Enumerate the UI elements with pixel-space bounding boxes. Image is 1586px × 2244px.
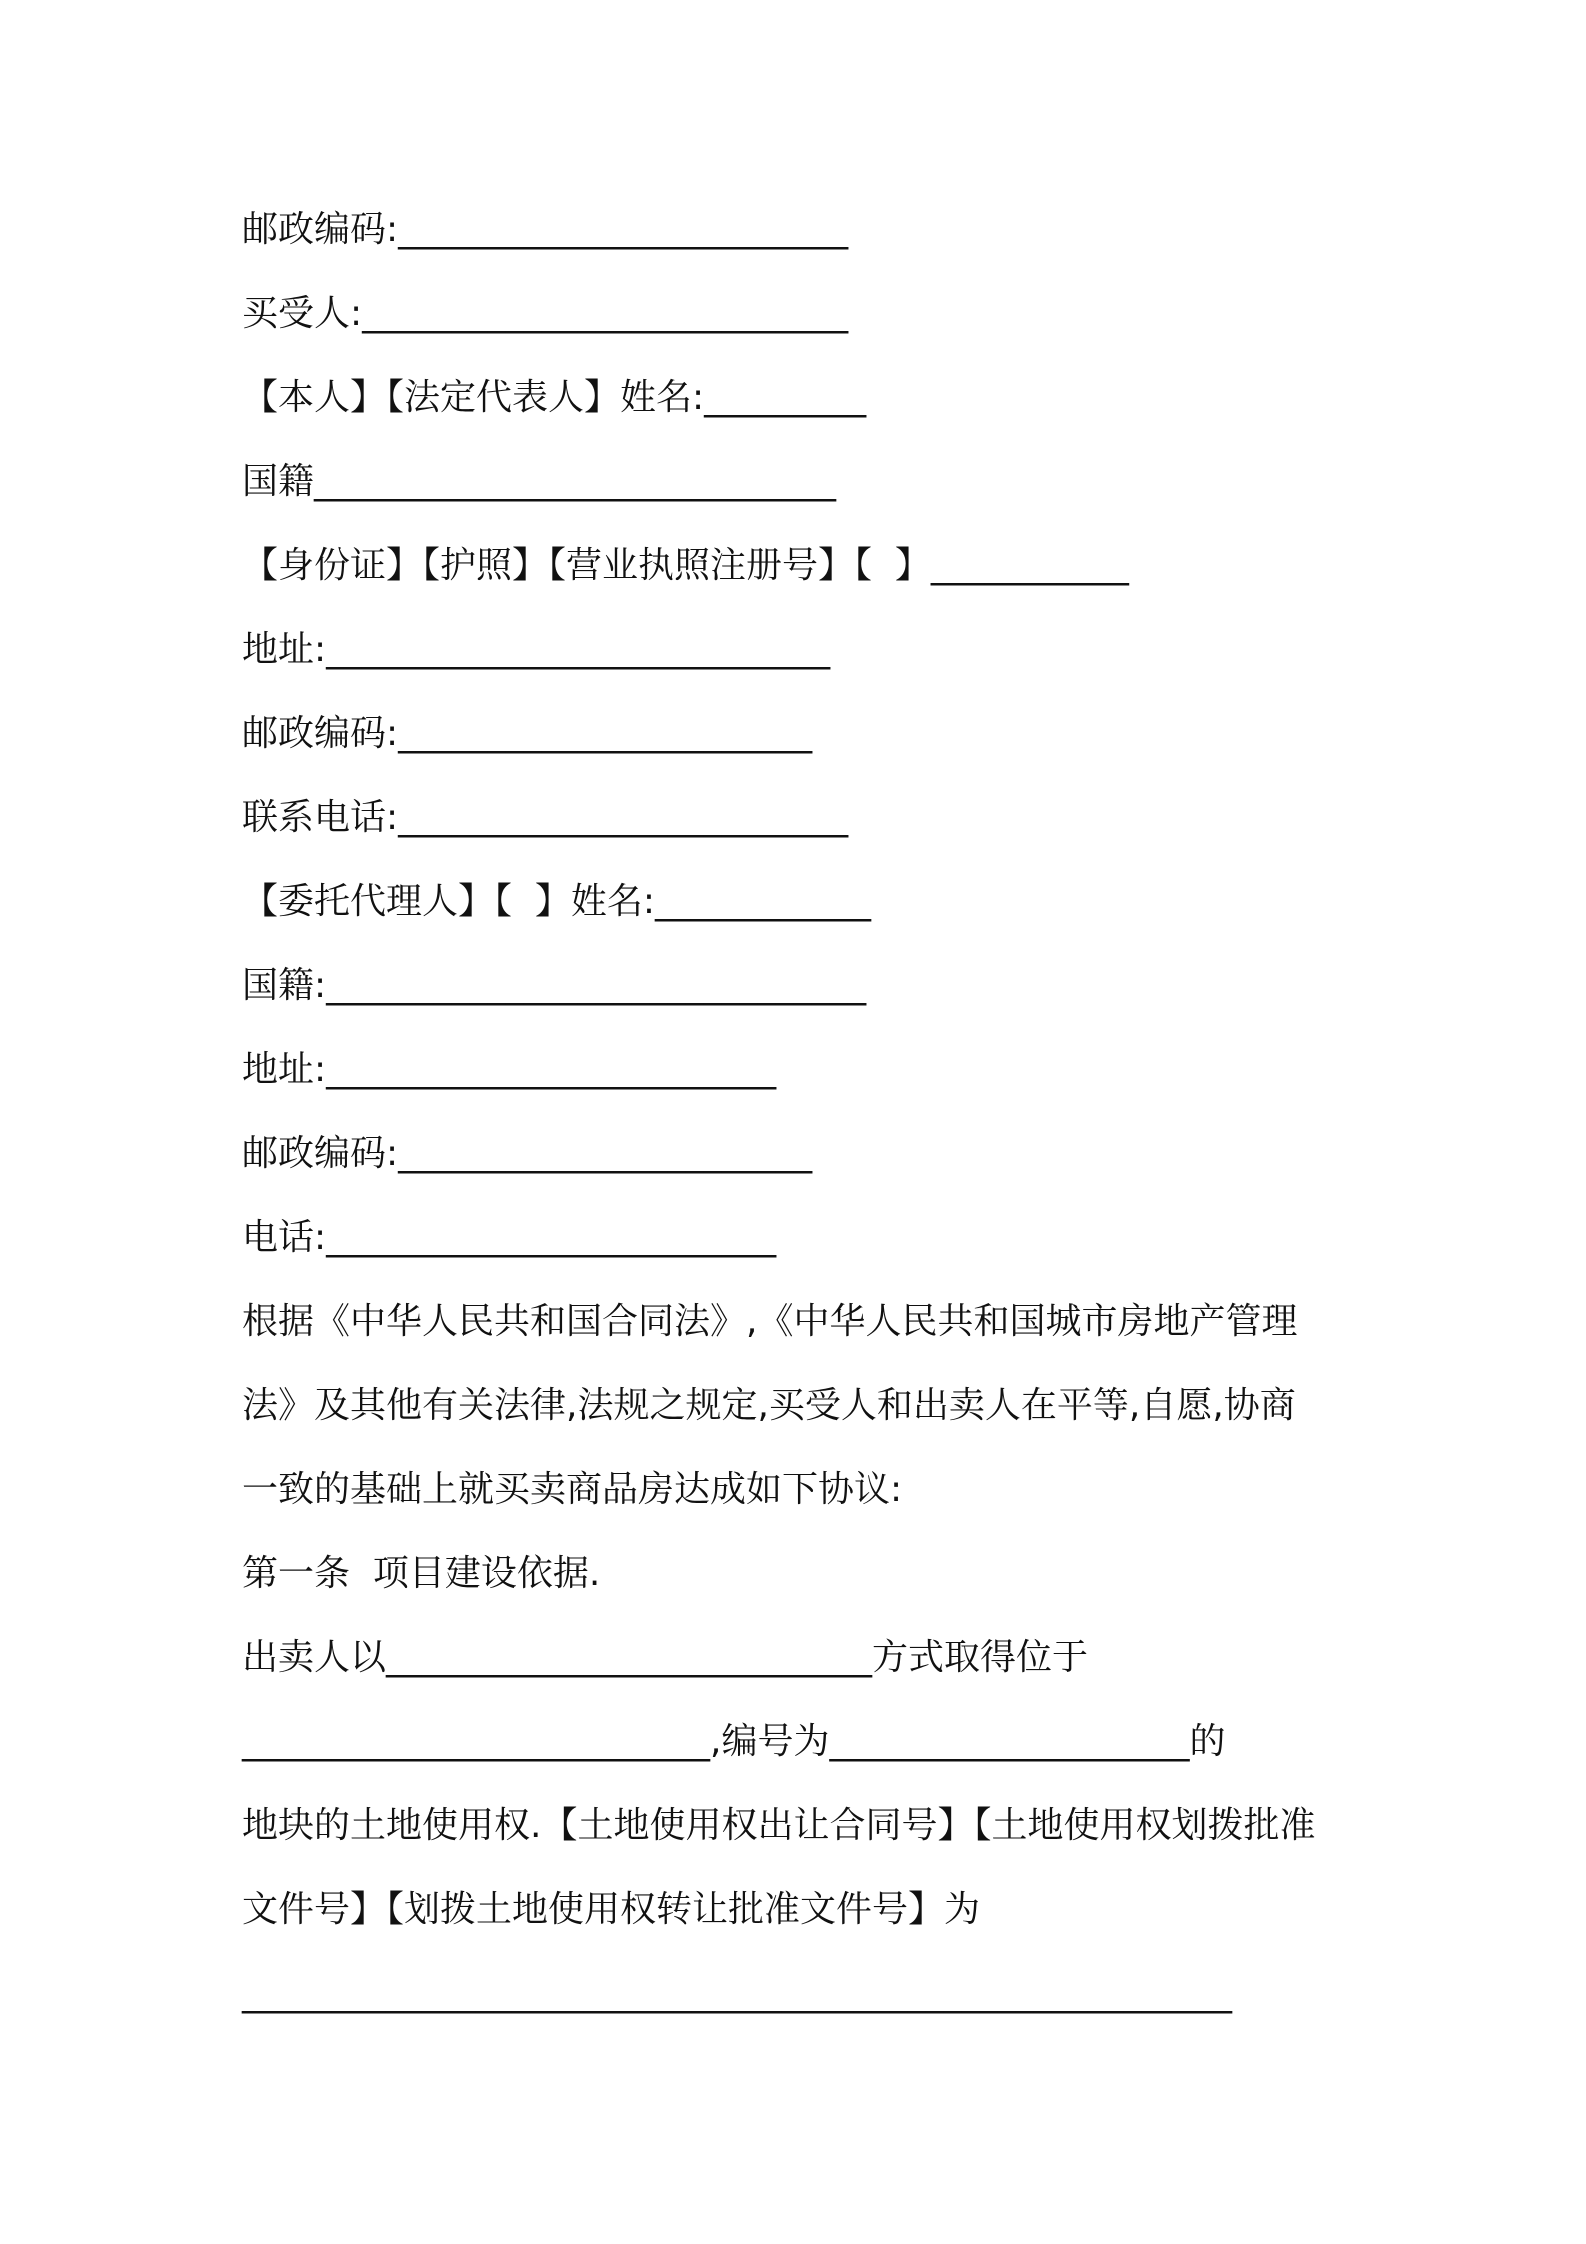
agent-address-line: 地址:_________________________ — [242, 1049, 777, 1090]
preamble-line-2: 法》及其他有关法律,法规之规定,买受人和出卖人在平等,自愿,协商 — [242, 1385, 1296, 1426]
agent-postal-code-line: 邮政编码:_______________________ — [242, 1133, 813, 1174]
article-one-heading: 第一条 项目建设依据. — [242, 1553, 601, 1594]
buyer-name-line: 【本人】【法定代表人】姓名:_________ — [242, 377, 867, 418]
buyer-address-line: 地址:____________________________ — [242, 629, 831, 670]
seller-postal-code-line: 邮政编码:_________________________ — [242, 209, 849, 250]
agent-phone-line: 电话:_________________________ — [242, 1217, 777, 1258]
preamble-line-1: 根据《中华人民共和国合同法》,《中华人民共和国城市房地产管理 — [242, 1301, 1298, 1342]
article-one-line-1: 出卖人以___________________________方式取得位于 — [242, 1637, 1089, 1678]
article-one-line-4: 文件号】【划拨土地使用权转让批准文件号】为 — [242, 1889, 981, 1930]
buyer-phone-line: 联系电话:_________________________ — [242, 797, 849, 838]
article-one-blank-line: _______________________________________________________ — [242, 1973, 1232, 2014]
agent-name-line: 【委托代理人】【 】姓名:____________ — [242, 881, 872, 922]
buyer-id-line: 【身份证】【护照】【营业执照注册号】【 】___________ — [242, 545, 1129, 586]
article-one-line-3: 地块的土地使用权.【土地使用权出让合同号】【土地使用权划拨批准 — [242, 1805, 1316, 1846]
buyer-nationality-line: 国籍_____________________________ — [242, 461, 836, 502]
buyer-postal-code-line: 邮政编码:_______________________ — [242, 713, 813, 754]
preamble-line-3: 一致的基础上就买卖商品房达成如下协议: — [242, 1469, 903, 1510]
article-one-line-2: __________________________,编号为____________________的 — [242, 1721, 1226, 1762]
agent-nationality-line: 国籍:______________________________ — [242, 965, 867, 1006]
buyer-line: 买受人:___________________________ — [242, 293, 849, 334]
